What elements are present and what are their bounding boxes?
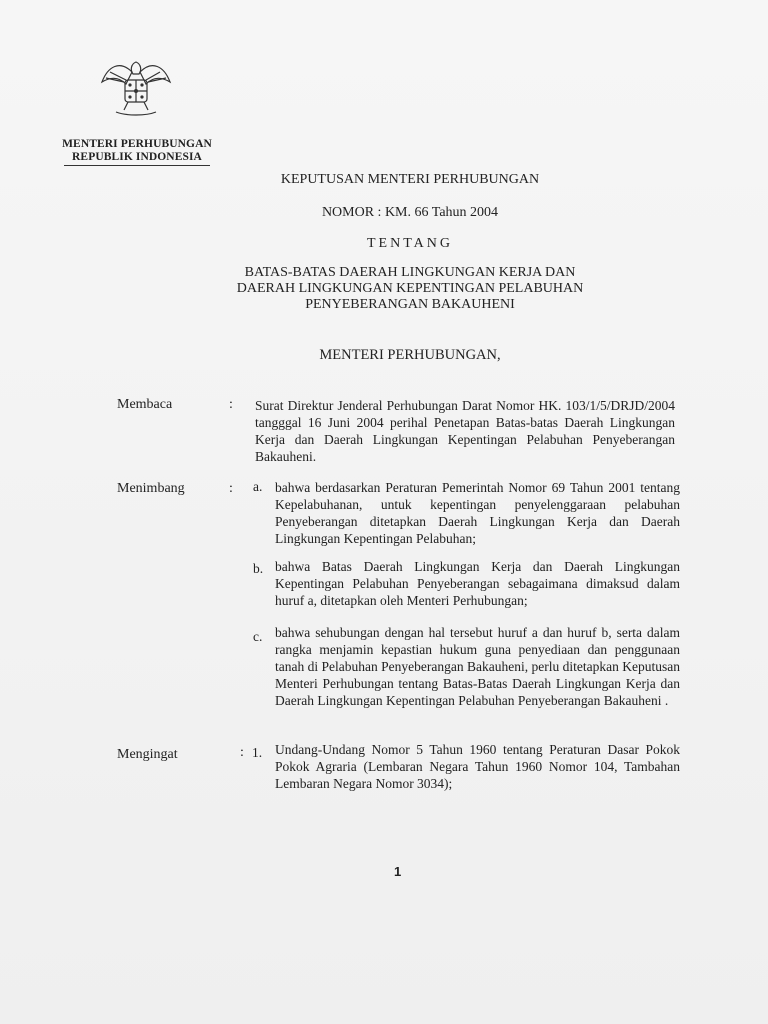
issuer-heading: MENTERI PERHUBUNGAN, (319, 347, 501, 363)
menimbang-item-marker: b. (253, 561, 264, 576)
mengingat-label: Mengingat (117, 747, 178, 762)
decree-subject (150, 265, 670, 313)
membaca-colon: : (229, 397, 233, 412)
garuda-emblem-icon (98, 52, 174, 120)
menimbang-item-text: bahwa Batas Daerah Lingkungan Kerja dan Daerah Lingkungan Kepentingan Pelabuhan Penyeberangan sebagaimana dimaksud dalam huruf a, ditetapkan oleh Menteri Perhubungan; (275, 559, 680, 608)
membaca-label: Membaca (117, 397, 173, 412)
ministry-heading (60, 138, 214, 166)
mengingat-item-text: Undang-Undang Nomor 5 Tahun 1960 tentang Peraturan Dasar Pokok Pokok Agraria (Lembaran Negara Tahun 1960 Nomor 104, Tambahan Lembaran Negara Nomor 3034); (275, 742, 680, 791)
decree-title: KEPUTUSAN MENTERI PERHUBUNGAN (280, 172, 540, 187)
mengingat-colon: : (240, 745, 244, 760)
ministry-line-2: REPUBLIK INDONESIA (64, 151, 210, 166)
membaca-text: Surat Direktur Jenderal Perhubungan Darat Nomor HK. 103/1/5/DRJD/2004 tangggal 16 Juni 2004 perihal Penetapan Batas-batas Daerah Lingkungan Kerja dan Daerah Lingkungan Kepentingan Pelabuhan Penyeberangan Bakauheni. (255, 398, 675, 464)
subject-line: PENYEBERANGAN BAKAUHENI (305, 297, 515, 312)
subject-line: BATAS-BATAS DAERAH LINGKUNGAN KERJA DAN (244, 265, 576, 280)
menimbang-item-marker: a. (253, 479, 263, 494)
mengingat-item-marker: 1. (252, 745, 263, 760)
menimbang-item-text: bahwa sehubungan dengan hal tersebut huruf a dan huruf b, serta dalam rangka menjamin kepastian hukum guna penyediaan dan penggunaan tanah di Pelabuhan Penyeberangan Bakauheni, perlu ditetapkan Keputusan Menteri Perhubungan tentang Batas-Batas Daerah Lingkungan Kerja dan Daerah Lingkungan Kepentingan Pelabuhan Penyeberangan Bakauheni . (275, 625, 680, 708)
menimbang-label: Menimbang (117, 481, 185, 496)
menimbang-item-text: bahwa berdasarkan Peraturan Pemerintah Nomor 69 Tahun 2001 tentang Kepelabuhanan, untuk kepentingan penyelenggaraan pelabuhan Penyeberangan ditetapkan Daerah Lingkungan Kerja dan Daerah Lingkungan Kepentingan Pelabuhan; (275, 480, 680, 546)
subject-line: DAERAH LINGKUNGAN KEPENTINGAN PELABUHAN (236, 281, 584, 296)
ministry-line-1: MENTERI PERHUBUNGAN (62, 138, 212, 150)
page-number: 1 (394, 864, 402, 879)
menimbang-colon: : (229, 481, 233, 496)
decree-about: TENTANG (367, 236, 453, 251)
decree-number: NOMOR : KM. 66 Tahun 2004 (321, 205, 499, 220)
menimbang-item-marker: c. (253, 629, 263, 644)
